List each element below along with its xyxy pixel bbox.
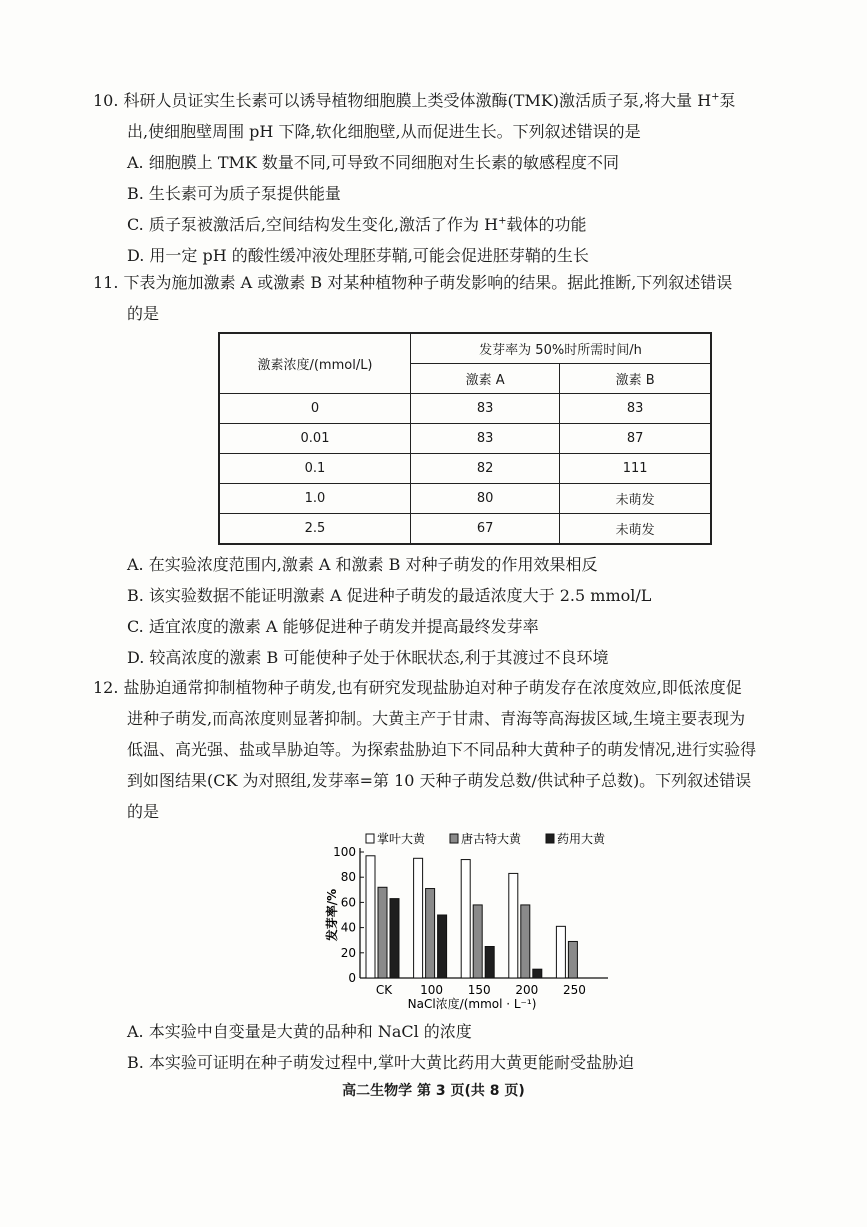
question-11-option-c: C. 适宜浓度的激素 A 能够促进种子萌发并提高最终发芽率 [127,617,539,636]
table-cell-hormone-a: 80 [411,484,560,514]
question-10 [93,85,808,271]
legend-swatch [450,834,458,843]
table-cell-concentration: 0 [219,394,411,424]
bar-2 [473,905,482,978]
question-12-stem-line-3: 低温、高光强、盐或旱胁迫等。为探索盐胁迫下不同品种大黄种子的萌发情况,进行实验得 [127,740,757,759]
bar-3 [390,899,399,978]
bar-2 [568,941,577,978]
question-10-option-c: C. 质子泵被激活后,空间结构发生变化,激活了作为 H+载体的功能 [127,215,587,234]
bar-3 [533,969,542,978]
x-tick-label: 200 [515,983,539,997]
question-11-option-a: A. 在实验浓度范围内,激素 A 和激素 B 对种子萌发的作用效果相反 [127,555,598,574]
x-axis-label: NaCl浓度/(mmol · L⁻¹) [407,997,537,1011]
table-header-time: 发芽率为 50%时所需时间/h [411,333,712,364]
table-cell-concentration: 0.01 [219,424,411,454]
x-tick-label: CK [375,983,393,997]
question-11-stem-line-2: 的是 [127,304,160,323]
y-tick-label: 60 [340,895,356,910]
table-cell-hormone-a: 83 [411,394,560,424]
question-12 [93,672,808,827]
page-footer: 高二生物学 第 3 页(共 8 页) [342,1083,525,1099]
question-11-option-b: B. 该实验数据不能证明激素 A 促进种子萌发的最适浓度大于 2.5 mmol/L [127,586,652,605]
question-10-stem-line-1: 10. 科研人员证实生长素可以诱导植物细胞膜上类受体激酶(TMK)激活质子泵,将大量 H+泵 [93,91,736,110]
x-tick-label: 250 [562,983,586,997]
hormone-table [218,332,712,545]
bar-2 [426,889,435,978]
table-row [219,424,711,454]
question-11 [93,267,808,329]
question-12-stem-line-1: 12. 盐胁迫通常抑制植物种子萌发,也有研究发现盐胁迫对种子萌发存在浓度效应,即低浓度促 [93,678,742,697]
bar-1 [556,926,565,978]
table-cell-concentration: 1.0 [219,484,411,514]
legend-swatch [546,834,554,843]
bar-1 [366,856,375,978]
table-row [219,394,711,424]
y-tick-label: 40 [340,920,356,935]
question-12-option-b: B. 本实验可证明在种子萌发过程中,掌叶大黄比药用大黄更能耐受盐胁迫 [127,1053,635,1072]
x-tick-label: 100 [420,983,444,997]
bar-2 [378,887,387,978]
table-header-hormone-a: 激素 A [411,364,560,394]
bar-1 [414,858,423,978]
table-cell-hormone-a: 82 [411,454,560,484]
legend-label: 唐古特大黄 [461,832,522,846]
table-cell-hormone-b: 未萌发 [560,484,711,514]
question-10-option-b: B. 生长素可为质子泵提供能量 [127,184,341,203]
y-tick-label: 0 [348,971,356,985]
table-cell-hormone-b: 111 [560,454,711,484]
bar-3 [485,947,494,979]
y-axis-label: 发芽率/% [325,888,339,942]
bar-1 [461,860,470,978]
question-12-options [93,1016,808,1078]
question-10-option-d: D. 用一定 pH 的酸性缓冲液处理胚芽鞘,可能会促进胚芽鞘的生长 [127,246,589,265]
x-tick-label: 150 [467,983,491,997]
question-12-option-a: A. 本实验中自变量是大黄的品种和 NaCl 的浓度 [127,1022,472,1041]
germination-bar-chart [318,826,618,1012]
question-11-option-d: D. 较高浓度的激素 B 可能使种子处于休眠状态,利于其渡过不良环境 [127,648,609,667]
table-header-row [219,333,711,364]
table-cell-hormone-b: 87 [560,424,711,454]
y-tick-label: 20 [340,945,356,960]
question-11-options [93,549,808,673]
table-row [219,454,711,484]
question-11-stem-line-1: 11. 下表为施加激素 A 或激素 B 对某种植物种子萌发影响的结果。据此推断,下列叙述错误 [93,273,733,292]
bar-3 [438,915,447,978]
table-header-hormone-b: 激素 B [560,364,711,394]
question-12-stem-line-4: 到如图结果(CK 为对照组,发芽率=第 10 天种子萌发总数/供试种子总数)。下列叙述错误 [127,771,752,790]
table-row [219,484,711,514]
table-cell-hormone-b: 83 [560,394,711,424]
question-12-stem-line-2: 进种子萌发,而高浓度则显著抑制。大黄主产于甘肃、青海等高海拔区域,生境主要表现为 [127,709,746,728]
bar-1 [509,873,518,978]
legend-label: 掌叶大黄 [377,832,426,846]
bar-2 [521,905,530,978]
table-header-concentration: 激素浓度/(mmol/L) [219,333,411,394]
table-cell-hormone-b: 未萌发 [560,514,711,545]
question-12-stem-line-5: 的是 [127,802,160,821]
legend-swatch [366,834,374,843]
legend-label: 药用大黄 [557,832,606,846]
table-cell-concentration: 0.1 [219,454,411,484]
question-10-stem-line-2: 出,使细胞壁周围 pH 下降,软化细胞壁,从而促进生长。下列叙述错误的是 [127,122,641,141]
y-tick-label: 100 [333,845,356,859]
table-cell-hormone-a: 67 [411,514,560,545]
table-row [219,514,711,545]
y-tick-label: 80 [340,870,356,885]
table-cell-concentration: 2.5 [219,514,411,545]
table-cell-hormone-a: 83 [411,424,560,454]
question-10-option-a: A. 细胞膜上 TMK 数量不同,可导致不同细胞对生长素的敏感程度不同 [127,153,619,172]
